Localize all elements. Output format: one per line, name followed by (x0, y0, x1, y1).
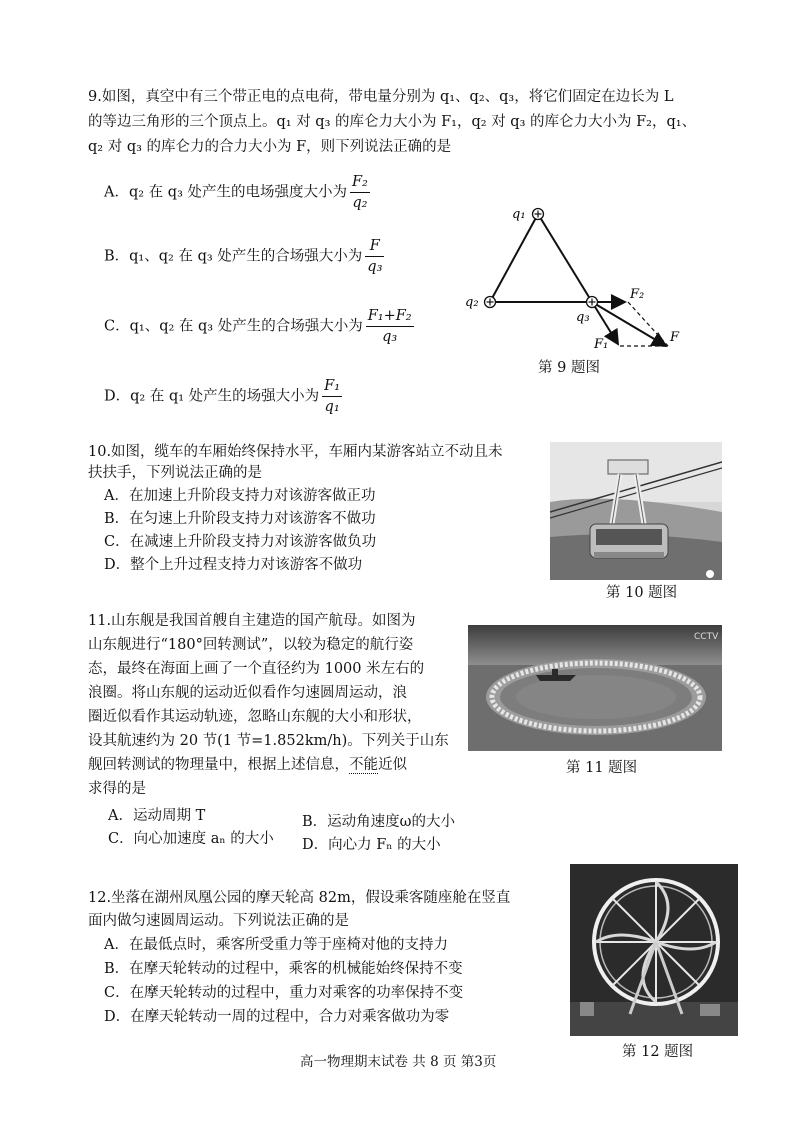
q9-stem-line-1: 9.如图，真空中有三个带正电的点电荷，带电量分别为 q₁、q₂、q₃，将它们固定在边长为 L (88, 89, 674, 105)
q11-stem-line-1: 11.山东舰是我国首艘自主建造的国产航母。如图为 (88, 613, 416, 629)
q11-stem-line-7 (88, 754, 407, 776)
svg-text:CCTV: CCTV (694, 632, 719, 642)
q10-figure-caption: 第 10 题图 (606, 585, 678, 601)
q9-stem-line-3: q₂ 对 q₃ 的库仑力的合力大小为 F，则下列说法正确的是 (88, 139, 452, 155)
charge-q3-plus-icon (587, 297, 598, 308)
page-footer: 高一物理期末试卷 共 8 页 第3页 (300, 1054, 497, 1070)
q11-stem-line-3: 态，最终在海面上画了一个直径约为 1000 米左右的 (88, 661, 425, 677)
label-q1: q₁ (512, 207, 526, 222)
option-label: C．q₁、q₂ 在 q₃ 处产生的合场强大小为 (104, 318, 363, 335)
option-label: D．q₂ 在 q₁ 处产生的场强大小为 (104, 388, 320, 405)
q11-stem-line-4: 浪圈。将山东舰的运动近似看作匀速圆周运动，浪 (88, 685, 407, 701)
q9-option-a (104, 172, 370, 213)
label-f2: F₂ (630, 287, 645, 302)
label-f: F (670, 330, 680, 345)
q9-option-d (104, 376, 342, 417)
triangle-side-q1-q2 (490, 214, 538, 302)
q11-emphasis: 不能 (349, 757, 378, 773)
q11-option-c: C．向心加速度 aₙ 的大小 (108, 831, 274, 847)
fraction-denominator: q₂ (352, 195, 368, 211)
fraction (350, 172, 370, 213)
label-q3: q₃ (576, 310, 590, 325)
q10-option-d: D．整个上升过程支持力对该游客不做功 (104, 557, 363, 573)
q11-stem-line-2: 山东舰进行“180°回转测试”，以较为稳定的航行姿 (88, 637, 414, 653)
q10-option-c: C．在减速上升阶段支持力对该游客做负功 (104, 534, 377, 550)
q12-option-b: B．在摩天轮转动的过程中，乘客的机械能始终保持不变 (104, 961, 463, 977)
q11-option-b: B．运动角速度ω的大小 (302, 814, 455, 830)
q12-option-c: C．在摩天轮转动的过程中，重力对乘客的功率保持不变 (104, 985, 464, 1001)
dashed-parallelogram-side (628, 302, 668, 346)
q9-stem-line-2: 的等边三角形的三个顶点上。q₁ 对 q₃ 的库仑力大小为 F₁，q₂ 对 q₃ 的库仑力大小为 F₂，q₁、 (88, 114, 697, 130)
fraction-denominator: q₁ (324, 399, 340, 415)
cable-car-photo (550, 442, 722, 580)
q11-stem-line-6: 设其航速约为 20 节(1 节=1.852km/h)。下列关于山东 (88, 733, 449, 749)
option-label: A．q₂ 在 q₃ 处产生的电场强度大小为 (104, 184, 347, 201)
carrier-wake-photo (468, 625, 722, 751)
fraction (366, 306, 414, 347)
q11-option-a: A．运动周期 T (108, 808, 206, 824)
q12-option-d: D．在摩天轮转动一周的过程中，合力对乘客做功为零 (104, 1009, 450, 1025)
q11-figure-caption: 第 11 题图 (566, 760, 638, 776)
q9-figure-caption: 第 9 题图 (538, 360, 600, 376)
fraction-numerator: F₂ (350, 172, 370, 193)
fraction-numerator: F (365, 236, 384, 257)
fraction-denominator: q₃ (382, 329, 398, 345)
fraction-denominator: q₃ (367, 259, 383, 275)
q11-stem-text: 舰回转测试的物理量中，根据上述信息， (88, 757, 349, 773)
label-q2: q₂ (465, 295, 479, 310)
fraction-numerator: F₁+F₂ (366, 306, 414, 327)
q10-stem-line-1: 10.如图，缆车的车厢始终保持水平，车厢内某游客站立不动且未 (88, 444, 503, 460)
option-label: B．q₁、q₂ 在 q₃ 处产生的合场强大小为 (104, 248, 363, 265)
q9-force-diagram (460, 196, 690, 356)
q11-stem-line-5: 圈近似看作其运动轨迹，忽略山东舰的大小和形状， (88, 709, 422, 725)
q10-option-a: A．在加速上升阶段支持力对该游客做正功 (104, 488, 376, 504)
q10-option-b: B．在匀速上升阶段支持力对该游客不做功 (104, 511, 376, 527)
label-f1: F₁ (594, 337, 609, 352)
charge-q1-plus-icon (533, 209, 544, 220)
fraction (365, 236, 384, 277)
q11-stem-line-8: 求得的是 (88, 781, 146, 797)
triangle-side-q1-q3 (538, 214, 592, 302)
q12-stem-line-2: 面内做匀速圆周运动。下列说法正确的是 (88, 913, 349, 929)
q12-option-a: A．在最低点时，乘客所受重力等于座椅对他的支持力 (104, 937, 448, 953)
q12-figure-caption: 第 12 题图 (622, 1044, 694, 1060)
charge-q2-plus-icon (485, 297, 496, 308)
q12-stem-line-1: 12.坐落在湖州凤凰公园的摩天轮高 82m，假设乘客随座舱在竖直 (88, 890, 511, 906)
q9-option-b (104, 236, 384, 277)
q11-stem-tail: 近似 (378, 757, 407, 773)
ferris-wheel-photo (570, 864, 738, 1036)
fraction-numerator: F₁ (322, 376, 342, 397)
q9-option-c (104, 306, 414, 347)
fraction (322, 376, 342, 417)
q10-stem-line-2: 扶扶手，下列说法正确的是 (88, 465, 262, 481)
q11-option-d: D．向心力 Fₙ 的大小 (302, 837, 441, 853)
